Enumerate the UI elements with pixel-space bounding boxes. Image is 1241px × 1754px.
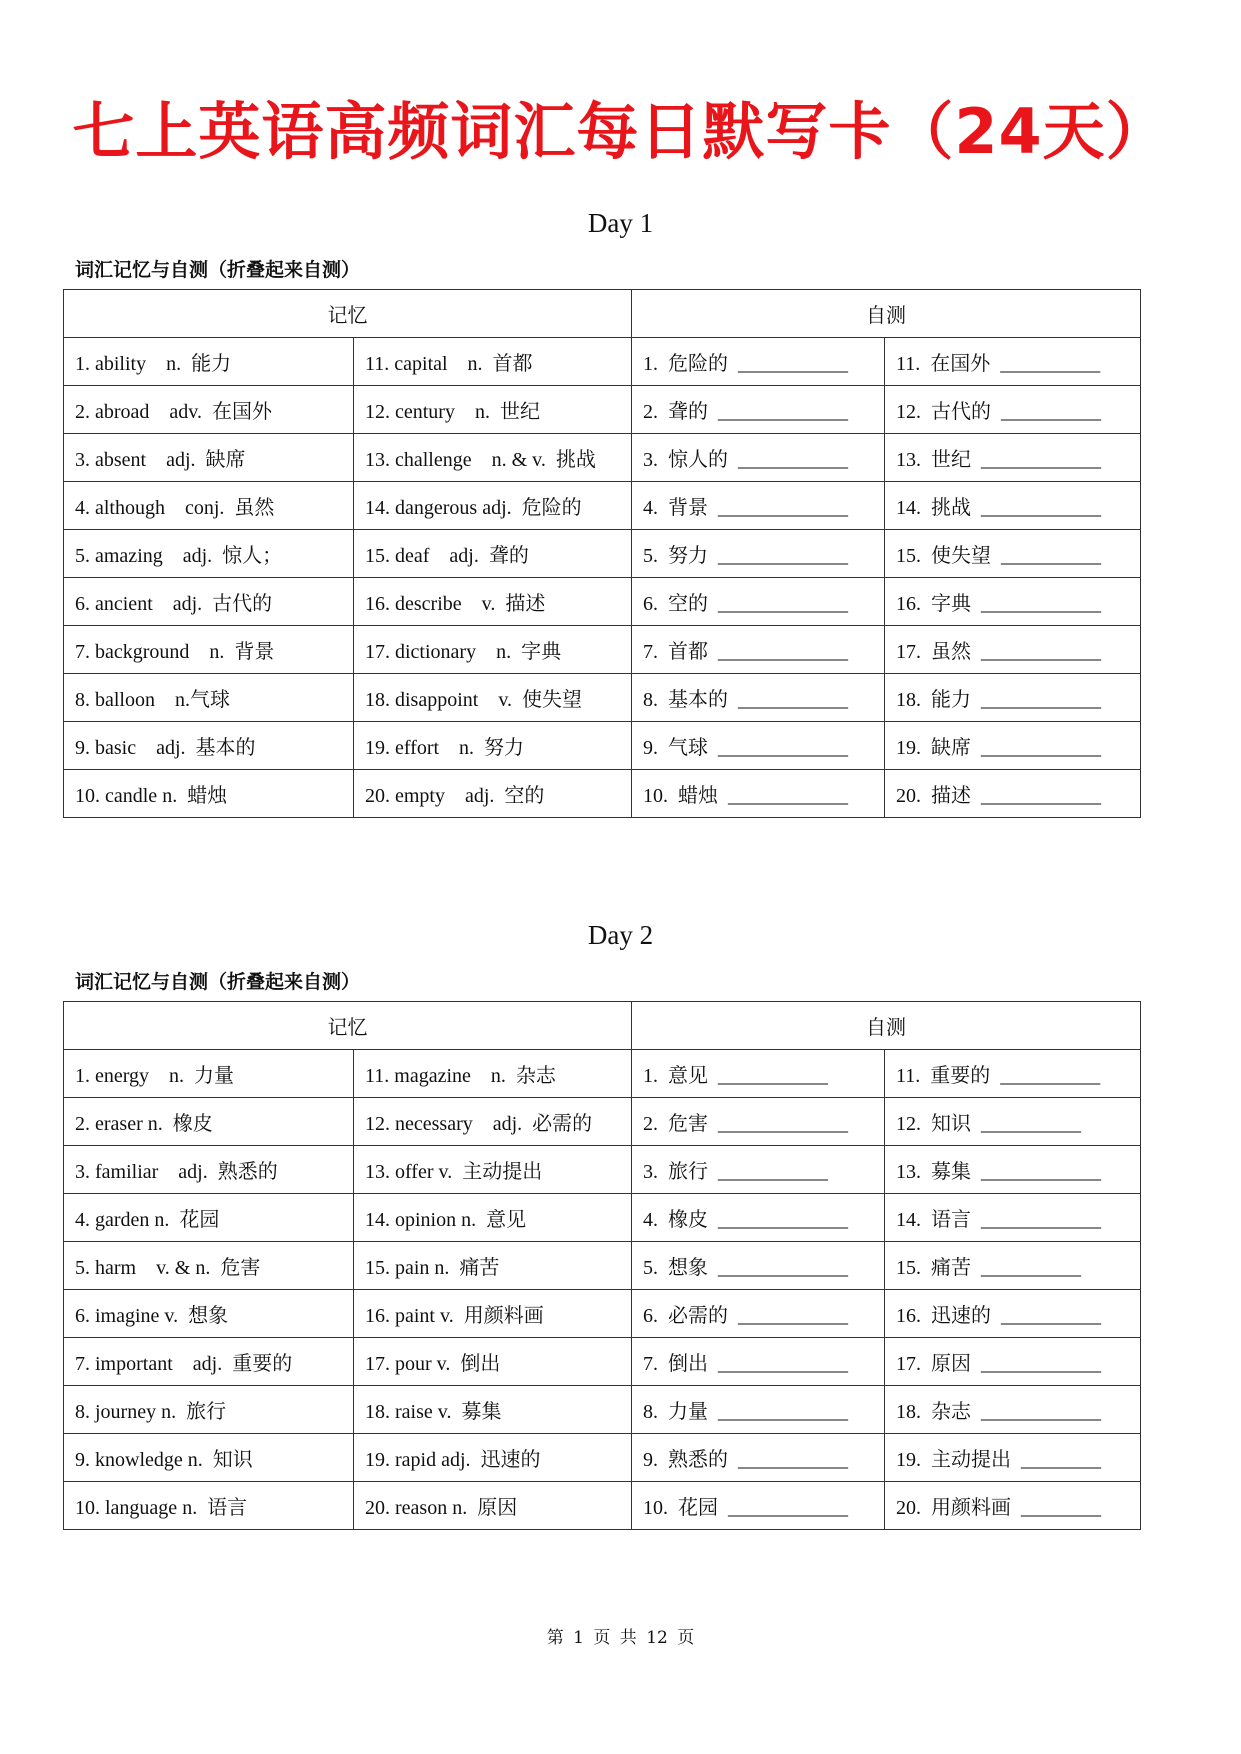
selftest-blank-cell: 6. 必需的 ___________	[632, 1290, 885, 1338]
memory-word-cell: 11. capital n. 首都	[354, 338, 632, 386]
memory-word-cell: 9. basic adj. 基本的	[64, 722, 354, 770]
table-row	[64, 530, 1141, 578]
selftest-blank-cell: 8. 力量 _____________	[632, 1386, 885, 1434]
memory-word-cell: 17. pour v. 倒出	[354, 1338, 632, 1386]
selftest-blank-cell: 10. 蜡烛 ____________	[632, 770, 885, 818]
memory-word-cell: 18. disappoint v. 使失望	[354, 674, 632, 722]
selftest-blank-cell: 18. 杂志 ____________	[885, 1386, 1141, 1434]
selftest-blank-cell: 16. 迅速的 __________	[885, 1290, 1141, 1338]
memory-word-cell: 15. deaf adj. 聋的	[354, 530, 632, 578]
memory-word-cell: 11. magazine n. 杂志	[354, 1050, 632, 1098]
table-row	[64, 578, 1141, 626]
selftest-blank-cell: 14. 挑战 ____________	[885, 482, 1141, 530]
selftest-blank-cell: 7. 首都 _____________	[632, 626, 885, 674]
table-row	[64, 722, 1141, 770]
selftest-blank-cell: 14. 语言 ____________	[885, 1194, 1141, 1242]
table-row	[64, 1146, 1141, 1194]
memory-word-cell: 14. dangerous adj. 危险的	[354, 482, 632, 530]
memory-header: 记忆	[64, 1002, 632, 1050]
memory-word-cell: 19. rapid adj. 迅速的	[354, 1434, 632, 1482]
memory-word-cell: 6. ancient adj. 古代的	[64, 578, 354, 626]
selftest-blank-cell: 11. 重要的 __________	[885, 1050, 1141, 1098]
table-header-row	[64, 1002, 1141, 1050]
memory-word-cell: 2. abroad adv. 在国外	[64, 386, 354, 434]
table-row	[64, 338, 1141, 386]
memory-word-cell: 18. raise v. 募集	[354, 1386, 632, 1434]
memory-word-cell: 8. balloon n.气球	[64, 674, 354, 722]
memory-header: 记忆	[64, 290, 632, 338]
memory-word-cell: 10. candle n. 蜡烛	[64, 770, 354, 818]
memory-word-cell: 16. describe v. 描述	[354, 578, 632, 626]
selftest-blank-cell: 2. 聋的 _____________	[632, 386, 885, 434]
table-row	[64, 434, 1141, 482]
memory-word-cell: 16. paint v. 用颜料画	[354, 1290, 632, 1338]
selftest-blank-cell: 16. 字典 ____________	[885, 578, 1141, 626]
table-row	[64, 1338, 1141, 1386]
memory-word-cell: 19. effort n. 努力	[354, 722, 632, 770]
selftest-blank-cell: 3. 旅行 ___________	[632, 1146, 885, 1194]
memory-word-cell: 4. garden n. 花园	[64, 1194, 354, 1242]
selftest-blank-cell: 15. 使失望 __________	[885, 530, 1141, 578]
selftest-blank-cell: 9. 熟悉的 ___________	[632, 1434, 885, 1482]
selftest-blank-cell: 20. 描述 ____________	[885, 770, 1141, 818]
memory-word-cell: 3. absent adj. 缺席	[64, 434, 354, 482]
memory-word-cell: 10. language n. 语言	[64, 1482, 354, 1530]
memory-word-cell: 9. knowledge n. 知识	[64, 1434, 354, 1482]
memory-word-cell: 5. harm v. & n. 危害	[64, 1242, 354, 1290]
table-row	[64, 1050, 1141, 1098]
selftest-blank-cell: 20. 用颜料画 ________	[885, 1482, 1141, 1530]
memory-word-cell: 4. although conj. 虽然	[64, 482, 354, 530]
selftest-blank-cell: 2. 危害 _____________	[632, 1098, 885, 1146]
table-row	[64, 1098, 1141, 1146]
selftest-blank-cell: 18. 能力 ____________	[885, 674, 1141, 722]
selftest-blank-cell: 9. 气球 _____________	[632, 722, 885, 770]
day-2-table	[63, 1001, 1141, 1530]
selftest-header: 自测	[632, 1002, 1141, 1050]
table-row	[64, 674, 1141, 722]
table-row	[64, 770, 1141, 818]
memory-word-cell: 15. pain n. 痛苦	[354, 1242, 632, 1290]
day-2-caption: 词汇记忆与自测（折叠起来自测）	[75, 971, 361, 993]
table-row	[64, 1242, 1141, 1290]
page-title: 七上英语高频词汇每日默写卡（24天）	[72, 95, 1169, 168]
selftest-blank-cell: 15. 痛苦 __________	[885, 1242, 1141, 1290]
selftest-blank-cell: 12. 古代的 __________	[885, 386, 1141, 434]
table-row	[64, 1194, 1141, 1242]
table-row	[64, 1290, 1141, 1338]
memory-word-cell: 6. imagine v. 想象	[64, 1290, 354, 1338]
selftest-blank-cell: 5. 想象 _____________	[632, 1242, 885, 1290]
memory-word-cell: 1. ability n. 能力	[64, 338, 354, 386]
selftest-blank-cell: 4. 橡皮 _____________	[632, 1194, 885, 1242]
day-1-caption: 词汇记忆与自测（折叠起来自测）	[75, 259, 361, 281]
table-row	[64, 1434, 1141, 1482]
memory-word-cell: 20. empty adj. 空的	[354, 770, 632, 818]
table-row	[64, 386, 1141, 434]
selftest-blank-cell: 1. 危险的 ___________	[632, 338, 885, 386]
memory-word-cell: 13. offer v. 主动提出	[354, 1146, 632, 1194]
selftest-blank-cell: 6. 空的 _____________	[632, 578, 885, 626]
table-row	[64, 1482, 1141, 1530]
selftest-blank-cell: 19. 主动提出 ________	[885, 1434, 1141, 1482]
table-row	[64, 626, 1141, 674]
memory-word-cell: 13. challenge n. & v. 挑战	[354, 434, 632, 482]
day-1-heading: Day 1	[587, 208, 654, 238]
day-1-table	[63, 289, 1141, 818]
page-footer: 第 1 页 共 12 页	[546, 1628, 695, 1648]
memory-word-cell: 2. eraser n. 橡皮	[64, 1098, 354, 1146]
selftest-blank-cell: 19. 缺席 ____________	[885, 722, 1141, 770]
selftest-blank-cell: 8. 基本的 ___________	[632, 674, 885, 722]
memory-word-cell: 3. familiar adj. 熟悉的	[64, 1146, 354, 1194]
selftest-blank-cell: 17. 虽然 ____________	[885, 626, 1141, 674]
selftest-header: 自测	[632, 290, 1141, 338]
selftest-blank-cell: 12. 知识 __________	[885, 1098, 1141, 1146]
memory-word-cell: 8. journey n. 旅行	[64, 1386, 354, 1434]
memory-word-cell: 1. energy n. 力量	[64, 1050, 354, 1098]
memory-word-cell: 7. background n. 背景	[64, 626, 354, 674]
selftest-blank-cell: 5. 努力 _____________	[632, 530, 885, 578]
memory-word-cell: 12. necessary adj. 必需的	[354, 1098, 632, 1146]
selftest-blank-cell: 4. 背景 _____________	[632, 482, 885, 530]
table-row	[64, 1386, 1141, 1434]
selftest-blank-cell: 7. 倒出 _____________	[632, 1338, 885, 1386]
memory-word-cell: 12. century n. 世纪	[354, 386, 632, 434]
selftest-blank-cell: 13. 世纪 ____________	[885, 434, 1141, 482]
selftest-blank-cell: 11. 在国外 __________	[885, 338, 1141, 386]
memory-word-cell: 14. opinion n. 意见	[354, 1194, 632, 1242]
memory-word-cell: 17. dictionary n. 字典	[354, 626, 632, 674]
memory-word-cell: 5. amazing adj. 惊人；	[64, 530, 354, 578]
selftest-blank-cell: 3. 惊人的 ___________	[632, 434, 885, 482]
table-row	[64, 482, 1141, 530]
memory-word-cell: 20. reason n. 原因	[354, 1482, 632, 1530]
selftest-blank-cell: 1. 意见 ___________	[632, 1050, 885, 1098]
memory-word-cell: 7. important adj. 重要的	[64, 1338, 354, 1386]
selftest-blank-cell: 17. 原因 ____________	[885, 1338, 1141, 1386]
day-2-heading: Day 2	[587, 920, 654, 950]
table-header-row	[64, 290, 1141, 338]
selftest-blank-cell: 13. 募集 ____________	[885, 1146, 1141, 1194]
selftest-blank-cell: 10. 花园 ____________	[632, 1482, 885, 1530]
